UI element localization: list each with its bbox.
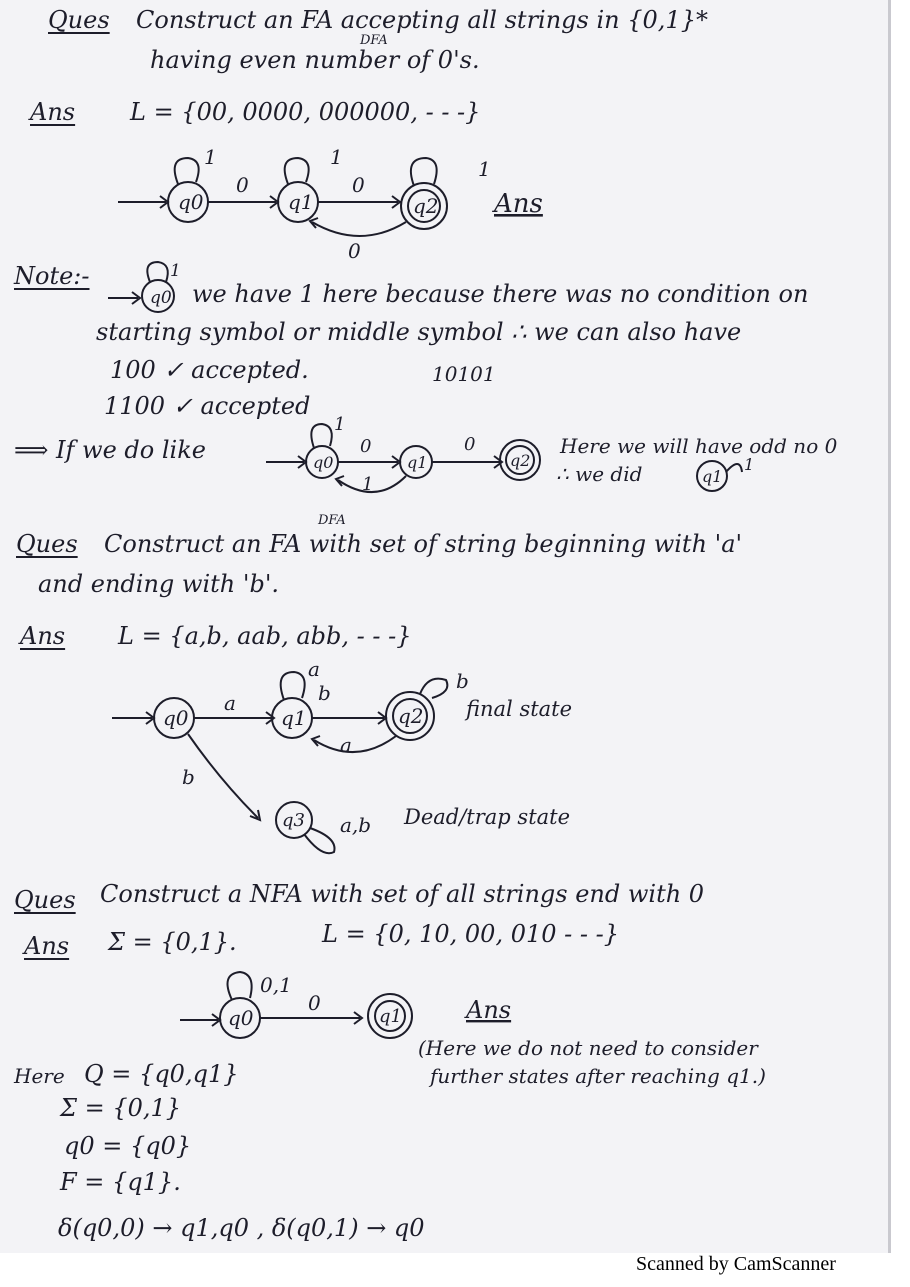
q2-loop-label: b xyxy=(456,669,469,693)
q1-loop-label: 1 xyxy=(204,145,217,169)
q1-state-label: q1 xyxy=(288,190,314,214)
definition-sigma: Σ = {0,1} xyxy=(60,1094,182,1122)
if-edge: 0 xyxy=(360,436,372,457)
q2-edge-label: a xyxy=(224,691,236,715)
example-accepted-2: 1100 ✓ accepted xyxy=(104,392,311,420)
q1-question-line1: Construct an FA accepting all strings in {0,1}* xyxy=(136,6,708,34)
q2-loop-label: a xyxy=(308,657,320,681)
if-text: ⟹ If we do like xyxy=(14,436,206,464)
q1-loop-label: 1 xyxy=(330,145,343,169)
note-label: Note:- xyxy=(14,262,90,290)
q2-state-label: q0 xyxy=(163,706,189,730)
q3-note-line1: (Here we do not need to consider xyxy=(418,1036,758,1060)
q1-dfa-note: DFA xyxy=(360,33,388,48)
q2-question-line1: Construct an FA with set of string beginning with 'a' xyxy=(104,530,743,558)
note-loop: 1 xyxy=(170,261,181,281)
if-state: q2 xyxy=(510,451,531,470)
dead-state-label: Dead/trap state xyxy=(404,805,571,829)
q3-loop-label: a,b xyxy=(340,813,372,837)
odd-loop: 1 xyxy=(744,455,755,474)
if-edge: 0 xyxy=(464,434,476,455)
odd-state: q1 xyxy=(702,467,723,486)
q2-dfa-note: DFA xyxy=(318,513,346,528)
scanner-watermark: Scanned by CamScanner xyxy=(636,1253,836,1275)
if-edge: 1 xyxy=(362,474,374,495)
q3-label: Ques xyxy=(14,886,76,914)
definition-final: F = {q1}. xyxy=(60,1168,181,1196)
definition-start: q0 = {q0} xyxy=(64,1132,192,1160)
note-line2: starting symbol or middle symbol ∴ we can also have xyxy=(96,318,742,346)
q3-state-label: q1 xyxy=(379,1006,402,1027)
q3-ans-label: Ans xyxy=(24,932,70,960)
q3-ans-mark: Ans xyxy=(466,996,512,1024)
if-loop: 1 xyxy=(334,414,346,435)
if-state: q1 xyxy=(407,453,428,472)
q2-edge-label: a xyxy=(340,733,352,757)
q3-loop-label: 0,1 xyxy=(260,973,292,997)
here-label: Here xyxy=(14,1064,65,1088)
transition-function: δ(q0,0) → q1,q0 , δ(q0,1) → q0 xyxy=(58,1214,425,1242)
q1-state-label: q0 xyxy=(178,190,204,214)
q2-question-line2: and ending with 'b'. xyxy=(38,570,280,598)
q1-edge-label: 0 xyxy=(348,239,361,263)
note-line1: we have 1 here because there was no condition on xyxy=(192,280,809,308)
q2-state-label: q1 xyxy=(281,706,307,730)
definition-q: Q = {q0,q1} xyxy=(84,1060,239,1088)
final-state-label: final state xyxy=(466,697,573,721)
q2-language: L = {a,b, aab, abb, - - -} xyxy=(118,622,412,650)
q1-ans-label: Ans xyxy=(30,98,76,126)
q1-edge-label: 0 xyxy=(236,173,249,197)
q1-edge-label: 0 xyxy=(352,173,365,197)
example-accepted-1: 100 ✓ accepted. xyxy=(110,356,309,384)
q2-ans-label: Ans xyxy=(20,622,66,650)
q1-language: L = {00, 0000, 000000, - - -} xyxy=(130,98,481,126)
example-string: 10101 xyxy=(432,362,496,386)
q3-edge-label: 0 xyxy=(308,991,321,1015)
q1-label: Ques xyxy=(48,6,110,34)
q3-state-label: q0 xyxy=(228,1006,254,1030)
q1-loop-label: 1 xyxy=(478,157,491,181)
q3-question-line1: Construct a NFA with set of all strings end with 0 xyxy=(100,880,705,908)
if-state: q0 xyxy=(313,453,334,472)
odd-line2: ∴ we did xyxy=(556,462,643,486)
q3-language: L = {0, 10, 00, 010 - - -} xyxy=(322,920,619,948)
q1-ans-mark: Ans xyxy=(494,189,543,219)
q2-state-label: q3 xyxy=(282,810,305,831)
q2-state-label: q2 xyxy=(398,704,424,728)
note-state: q0 xyxy=(150,288,172,308)
q2-label: Ques xyxy=(16,530,78,558)
q1-question-line2: having even number of 0's. xyxy=(150,46,480,74)
q3-note-line2: further states after reaching q1.) xyxy=(430,1064,766,1088)
odd-line1: Here we will have odd no 0 xyxy=(560,434,838,458)
q3-sigma: Σ = {0,1}. xyxy=(108,928,237,956)
q2-edge-label: b xyxy=(182,765,195,789)
q1-state-label: q2 xyxy=(413,194,439,218)
q2-loop-label: b xyxy=(318,681,331,705)
